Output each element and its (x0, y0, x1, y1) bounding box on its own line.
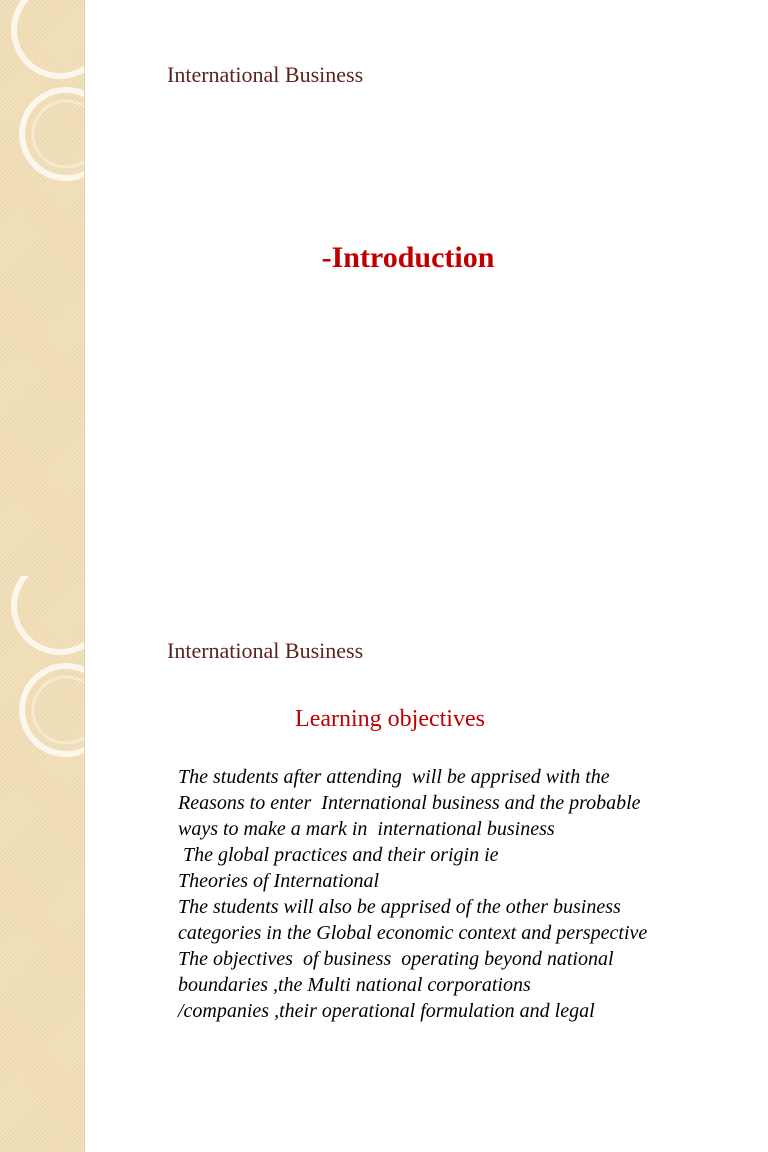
slide-2 (0, 576, 768, 1152)
body-line: /companies ,their operational formulation and legal (178, 1000, 595, 1022)
decorative-sidebar (0, 0, 85, 576)
body-line: ways to make a mark in international business (178, 818, 555, 840)
body-line: boundaries ,the Multi national corporations (178, 974, 531, 996)
learning-objectives-heading: Learning objectives (295, 706, 485, 732)
decorative-circles (0, 576, 84, 1152)
body-line: The objectives of business operating beyond national (178, 948, 614, 970)
slide-title: International Business (167, 638, 364, 663)
body-line: categories in the Global economic context and perspective (178, 922, 648, 944)
decorative-circles (0, 0, 84, 576)
body-line: The students will also be apprised of the other business (178, 896, 621, 918)
objectives-body (178, 764, 758, 1024)
slide-title: International Business (167, 62, 364, 87)
slide-subtitle: -Introduction (321, 241, 495, 274)
decorative-sidebar (0, 576, 85, 1152)
body-line: Theories of International (178, 870, 380, 892)
body-line: Reasons to enter International business and the probable (178, 792, 641, 814)
body-line: The global practices and their origin ie (178, 844, 499, 866)
body-line: The students after attending will be apprised with the (178, 766, 610, 788)
